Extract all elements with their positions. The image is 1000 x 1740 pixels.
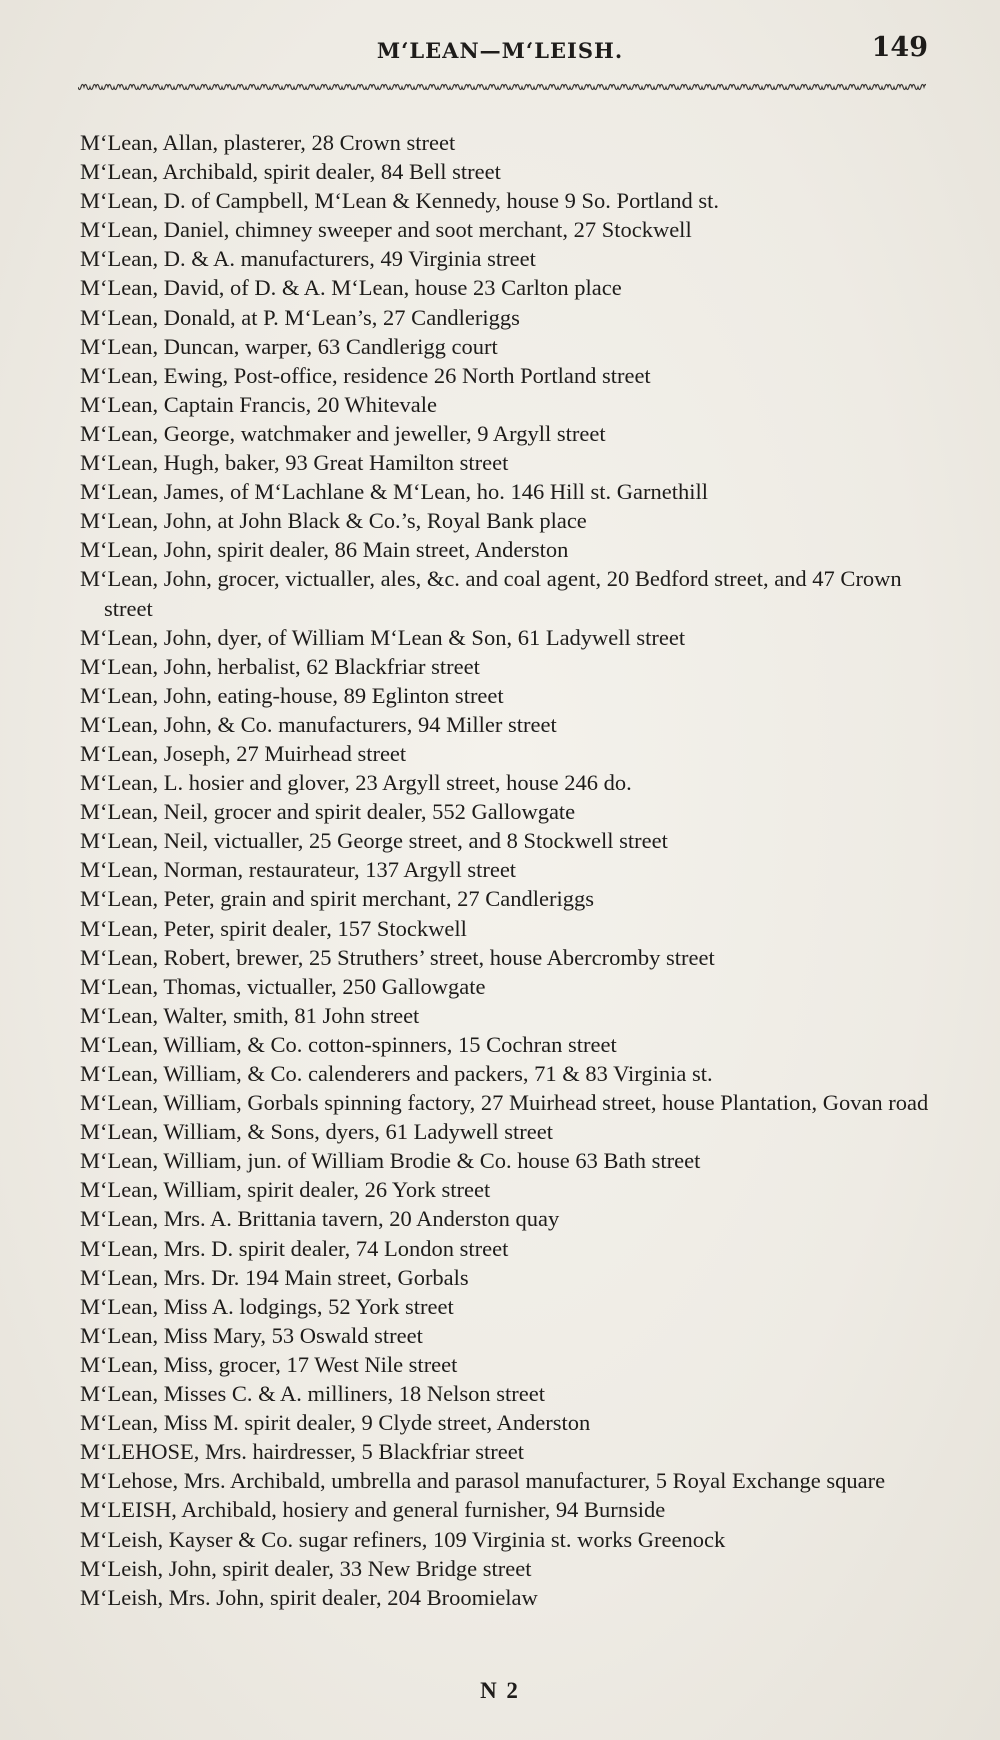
entry-details: Walter, smith, 81 John street [163, 1002, 420, 1028]
entry-details: Miss A. lodgings, 52 York street [163, 1293, 454, 1319]
entry-details: Miss M. spirit dealer, 9 Clyde street, Anderston [163, 1410, 591, 1436]
entry-details: Archibald, hosiery and general furnisher, 94 Burnside [181, 1497, 666, 1523]
entry-details: William, & Sons, dyers, 61 Ladywell street [163, 1119, 553, 1145]
directory-entry [80, 361, 935, 390]
directory-entry [80, 1350, 935, 1379]
entry-surname: M‘Lean, [80, 566, 159, 592]
wavy-rule-ornament [78, 80, 926, 94]
entry-details: William, Gorbals spinning factory, 27 Muirhead street, house Plantation, Govan road [163, 1090, 929, 1116]
entry-surname: M‘Lean, [80, 362, 159, 388]
directory-entry [80, 564, 935, 622]
directory-entry [80, 1408, 935, 1437]
directory-entry [80, 914, 935, 943]
entry-details: D. & A. manufacturers, 49 Virginia street [163, 246, 536, 272]
entry-surname: M‘Lean, [80, 1293, 159, 1319]
directory-entry [80, 128, 935, 157]
directory-entry [80, 972, 935, 1001]
entry-details: William, & Co. cotton-spinners, 15 Cochran street [163, 1031, 617, 1057]
entry-surname: M‘Lean, [80, 391, 159, 417]
entry-surname: M‘Lean, [80, 886, 159, 912]
entry-surname: M‘Lean, [80, 915, 159, 941]
directory-entry [80, 1437, 935, 1466]
directory-entry [80, 1059, 935, 1088]
entry-surname: M‘Lean, [80, 1322, 159, 1348]
directory-entry [80, 681, 935, 710]
entry-surname: M‘Lean, [80, 1090, 159, 1116]
entry-surname: M‘Lean, [80, 1002, 159, 1028]
entry-details: D. of Campbell, M‘Lean & Kennedy, house 9 So. Portland st. [163, 188, 720, 214]
entry-surname: M‘Lean, [80, 508, 159, 534]
directory-entry [80, 1321, 935, 1350]
directory-entry [80, 506, 935, 535]
entry-details: Donald, at P. M‘Lean’s, 27 Candleriggs [163, 304, 520, 330]
entry-details: James, of M‘Lachlane & M‘Lean, ho. 146 Hill st. Garnethill [163, 479, 708, 505]
entry-details: John, spirit dealer, 33 New Bridge street [168, 1555, 532, 1581]
directory-entry [80, 477, 935, 506]
entry-surname: M‘Lean, [80, 304, 159, 330]
directory-entry [80, 1263, 935, 1292]
entry-surname: M‘Lean, [80, 799, 159, 825]
directory-entry [80, 1175, 935, 1204]
entry-details: L. hosier and glover, 23 Argyll street, house 246 do. [163, 770, 632, 796]
entry-surname: M‘Lean, [80, 682, 159, 708]
entry-details: Captain Francis, 20 Whitevale [163, 391, 437, 417]
entry-details: Mrs. Archibald, umbrella and parasol manufacturer, 5 Royal Exchange square [183, 1468, 886, 1494]
entry-details: William, spirit dealer, 26 York street [163, 1177, 491, 1203]
directory-entry [80, 884, 935, 913]
entry-details: Ewing, Post-office, residence 26 North Portland street [163, 362, 651, 388]
entry-details: Neil, grocer and spirit dealer, 552 Gallowgate [163, 799, 576, 825]
entry-details: Mrs. John, spirit dealer, 204 Broomielaw [168, 1584, 538, 1610]
entry-surname: M‘Lean, [80, 1264, 159, 1290]
entry-surname: M‘Lean, [80, 246, 159, 272]
entry-details: Duncan, warper, 63 Candlerigg court [163, 333, 498, 359]
entry-details: Mrs. hairdresser, 5 Blackfriar street [205, 1439, 524, 1465]
entry-surname: M‘Lean, [80, 1235, 159, 1261]
entry-surname: M‘Lean, [80, 188, 159, 214]
entry-details: Kayser & Co. sugar refiners, 109 Virginia st. works Greenock [168, 1526, 726, 1552]
directory-entry [80, 1234, 935, 1263]
entry-details: Miss Mary, 53 Oswald street [163, 1322, 423, 1348]
entry-surname: M‘Lean, [80, 159, 159, 185]
entry-surname: M‘Lean, [80, 275, 159, 301]
entry-details: Mrs. D. spirit dealer, 74 London street [163, 1235, 509, 1261]
entry-surname: M‘Lean, [80, 130, 159, 155]
entry-details: Peter, grain and spirit merchant, 27 Candleriggs [163, 886, 594, 912]
entry-details: John, eating-house, 89 Eglinton street [163, 682, 504, 708]
directory-entry [80, 448, 935, 477]
entry-surname: M‘Lean, [80, 1206, 159, 1232]
directory-entry [80, 739, 935, 768]
directory-entry [80, 623, 935, 652]
directory-entry [80, 1292, 935, 1321]
entry-details: William, jun. of William Brodie & Co. house 63 Bath street [163, 1148, 701, 1174]
entry-details: Mrs. Dr. 194 Main street, Gorbals [163, 1264, 469, 1290]
entry-details: George, watchmaker and jeweller, 9 Argyll street [163, 420, 606, 446]
entry-surname: M‘Leish, [80, 1555, 164, 1581]
entry-surname: M‘Lehose, [80, 1468, 179, 1494]
directory-entry [80, 1379, 935, 1408]
entry-details: Misses C. & A. milliners, 18 Nelson street [163, 1381, 545, 1407]
entry-details: John, herbalist, 62 Blackfriar street [163, 653, 480, 679]
entry-details: Allan, plasterer, 28 Crown street [162, 130, 456, 155]
entry-details: David, of D. & A. M‘Lean, house 23 Carlton place [163, 275, 622, 301]
entry-surname: M‘LEHOSE, [80, 1439, 200, 1465]
entry-surname: M‘Lean, [80, 624, 159, 650]
entry-details: Peter, spirit dealer, 157 Stockwell [163, 915, 467, 941]
entry-details: Mrs. A. Brittania tavern, 20 Anderston quay [163, 1206, 560, 1232]
directory-entry [80, 1204, 935, 1233]
entry-details: Archibald, spirit dealer, 84 Bell street [162, 159, 501, 185]
entry-surname: M‘Lean, [80, 1410, 159, 1436]
entry-surname: M‘Leish, [80, 1526, 164, 1552]
directory-entry [80, 710, 935, 739]
entry-details: John, spirit dealer, 86 Main street, Anderston [163, 537, 569, 563]
page-number: 149 [871, 32, 928, 63]
directory-entry [80, 855, 935, 884]
entry-details: John, & Co. manufacturers, 94 Miller street [163, 711, 557, 737]
directory-entry [80, 1001, 935, 1030]
entry-details: William, & Co. calenderers and packers, 71 & 83 Virginia st. [163, 1061, 713, 1086]
directory-entry [80, 1146, 935, 1175]
entry-surname: M‘Lean, [80, 537, 159, 563]
entry-surname: M‘Lean, [80, 217, 159, 243]
entry-surname: M‘Lean, [80, 479, 159, 505]
directory-entry [80, 1525, 935, 1554]
directory-entry [80, 303, 935, 332]
entry-surname: M‘Leish, [80, 1584, 164, 1610]
entry-details: Miss, grocer, 17 West Nile street [163, 1351, 458, 1377]
entry-details: Neil, victualler, 25 George street, and 8 Stockwell street [163, 828, 668, 854]
entry-details: John, grocer, victualler, ales, &c. and coal agent, 20 Bedford street, and 47 Crown street [104, 566, 902, 621]
entry-details: Thomas, victualler, 250 Gallowgate [163, 973, 486, 999]
entry-surname: M‘Lean, [80, 1119, 159, 1145]
entry-surname: M‘Lean, [80, 1177, 159, 1203]
entry-surname: M‘Lean, [80, 1381, 159, 1407]
directory-entry [80, 332, 935, 361]
entry-details: John, at John Black & Co.’s, Royal Bank place [163, 508, 587, 534]
entry-surname: M‘LEISH, [80, 1497, 177, 1523]
entry-surname: M‘Lean, [80, 740, 159, 766]
entry-surname: M‘Lean, [80, 1351, 159, 1377]
entry-details: Robert, brewer, 25 Struthers’ street, house Abercromby street [163, 944, 715, 970]
directory-entry [80, 1088, 935, 1117]
entry-details: Hugh, baker, 93 Great Hamilton street [163, 450, 509, 476]
directory-entry [80, 535, 935, 564]
entry-surname: M‘Lean, [80, 1061, 159, 1086]
entry-surname: M‘Lean, [80, 711, 159, 737]
entry-details: John, dyer, of William M‘Lean & Son, 61 Ladywell street [163, 624, 686, 650]
directory-entry [80, 1030, 935, 1059]
entry-surname: M‘Lean, [80, 420, 159, 446]
page-header [0, 30, 1000, 70]
entry-surname: M‘Lean, [80, 828, 159, 854]
entry-surname: M‘Lean, [80, 450, 159, 476]
entry-details: Joseph, 27 Muirhead street [163, 740, 407, 766]
directory-entry [80, 186, 935, 215]
entry-surname: M‘Lean, [80, 944, 159, 970]
directory-entry [80, 215, 935, 244]
directory-entry [80, 419, 935, 448]
signature-mark: N 2 [480, 1678, 520, 1703]
entry-surname: M‘Lean, [80, 973, 159, 999]
directory-entry [80, 390, 935, 419]
directory-entry [80, 1117, 935, 1146]
running-head: M‘LEAN—M‘LEISH. [376, 38, 624, 63]
directory-entry [80, 826, 935, 855]
directory-entry [80, 157, 935, 186]
entry-surname: M‘Lean, [80, 1148, 159, 1174]
directory-entry [80, 1583, 935, 1612]
directory-entry [80, 273, 935, 302]
directory-entry [80, 1466, 935, 1495]
entry-surname: M‘Lean, [80, 1031, 159, 1057]
directory-entry [80, 1554, 935, 1583]
entry-surname: M‘Lean, [80, 857, 159, 883]
directory-entry [80, 943, 935, 972]
entry-details: Daniel, chimney sweeper and soot merchant, 27 Stockwell [163, 217, 692, 243]
entry-surname: M‘Lean, [80, 333, 159, 359]
directory-entry [80, 797, 935, 826]
directory-entry [80, 768, 935, 797]
entry-surname: M‘Lean, [80, 770, 159, 796]
entry-details: Norman, restaurateur, 137 Argyll street [163, 857, 517, 883]
directory-entry [80, 652, 935, 681]
entry-surname: M‘Lean, [80, 653, 159, 679]
directory-entry [80, 244, 935, 273]
directory-entries [80, 128, 935, 1612]
directory-entry [80, 1495, 935, 1524]
